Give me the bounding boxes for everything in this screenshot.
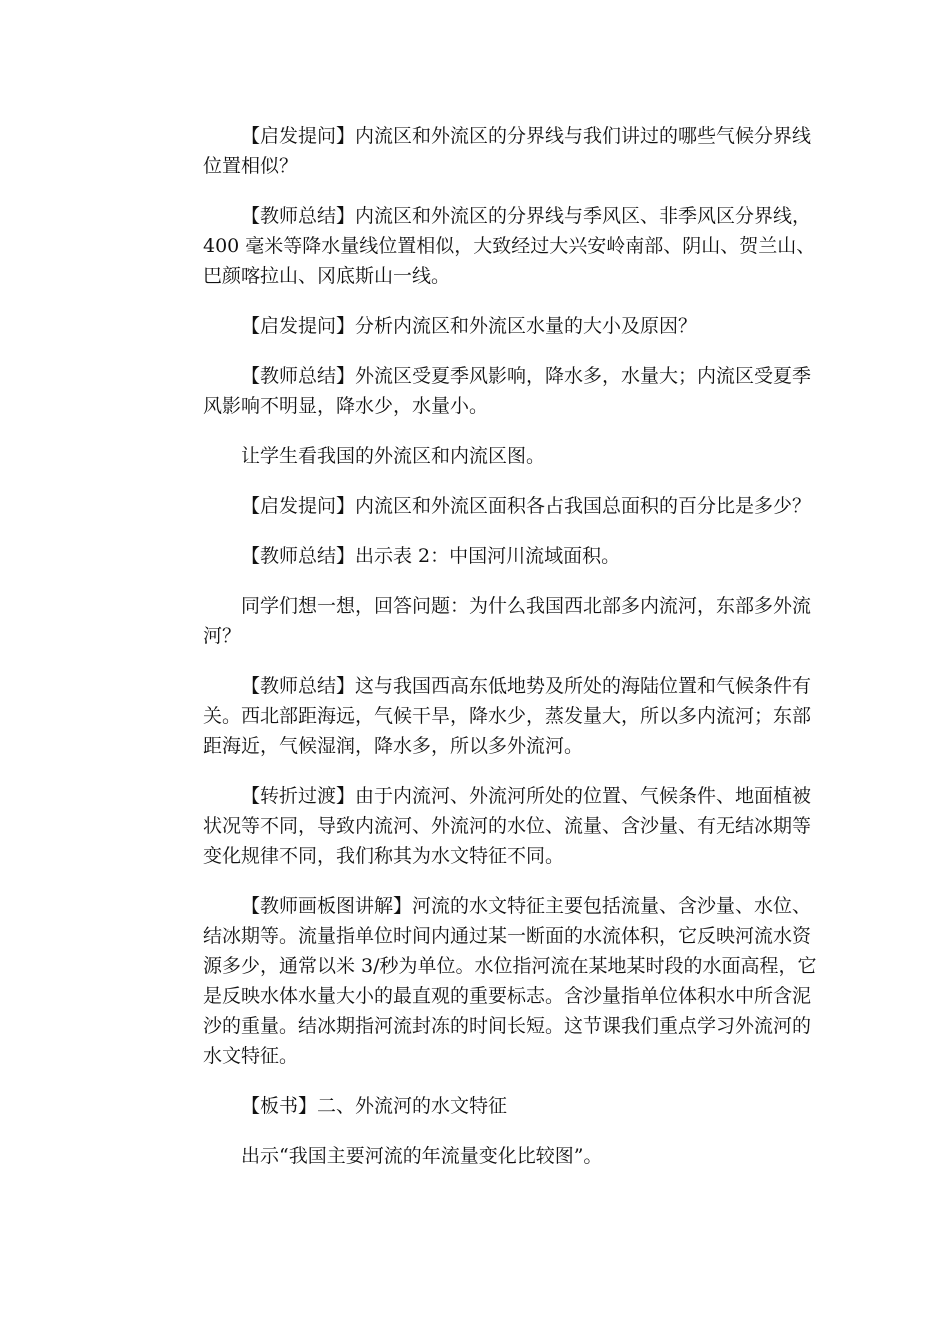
paragraph-map-instruction: 让学生看我国的外流区和内流区图。 <box>241 445 546 467</box>
paragraph-question-area: 【启发提问】内流区和外流区面积各占我国总面积的百分比是多少？ <box>241 495 812 517</box>
paragraph-show-chart: 出示“我国主要河流的年流量变化比较图”。 <box>241 1145 603 1167</box>
paragraph-student-question: 同学们想一想，回答问题：为什么我国西北部多内流河，东部多外流河？ <box>203 595 812 647</box>
paragraph-hydrology-explanation: 【教师画板图讲解】河流的水文特征主要包括流量、含沙量、水位、结冰期等。流量指单位时间内通过某一断面的水流体积，它反映河流水资源多少，通常以米 3/秒为单位。水位指河流在某地某时段的水面高程，它是反映水体水量大小的最直观的重要标志。含沙量指单位体积水中所含泥沙的重量。结冰期指河流封冻的时间长短。这节课我们重点学习外流河的水文特征。 <box>203 895 817 1067</box>
paragraph-board-heading: 【板书】二、外流河的水文特征 <box>241 1095 508 1117</box>
paragraph-transition: 【转折过渡】由于内流河、外流河所处的位置、气候条件、地面植被状况等不同，导致内流河、外流河的水位、流量、含沙量、有无结冰期等变化规律不同，我们称其为水文特征不同。 <box>203 785 812 867</box>
paragraph-summary-table: 【教师总结】出示表 2：中国河川流域面积。 <box>241 545 621 567</box>
paragraph-question-water-volume: 【启发提问】分析内流区和外流区水量的大小及原因？ <box>241 315 698 337</box>
paragraph-summary-terrain: 【教师总结】这与我国西高东低地势及所处的海陆位置和气候条件有关。西北部距海远，气候干旱，降水少，蒸发量大，所以多内流河；东部距海近，气候湿润，降水多，所以多外流河。 <box>203 675 812 757</box>
document-page <box>203 121 823 1191</box>
paragraph-question-boundary: 【启发提问】内流区和外流区的分界线与我们讲过的哪些气候分界线位置相似？ <box>203 125 812 177</box>
paragraph-summary-boundary: 【教师总结】内流区和外流区的分界线与季风区、非季风区分界线，400 毫米等降水量线位置相似，大致经过大兴安岭南部、阴山、贺兰山、巴颜喀拉山、冈底斯山一线。 <box>203 205 816 287</box>
paragraph-summary-water-volume: 【教师总结】外流区受夏季风影响，降水多，水量大；内流区受夏季风影响不明显，降水少，水量小。 <box>203 365 812 417</box>
